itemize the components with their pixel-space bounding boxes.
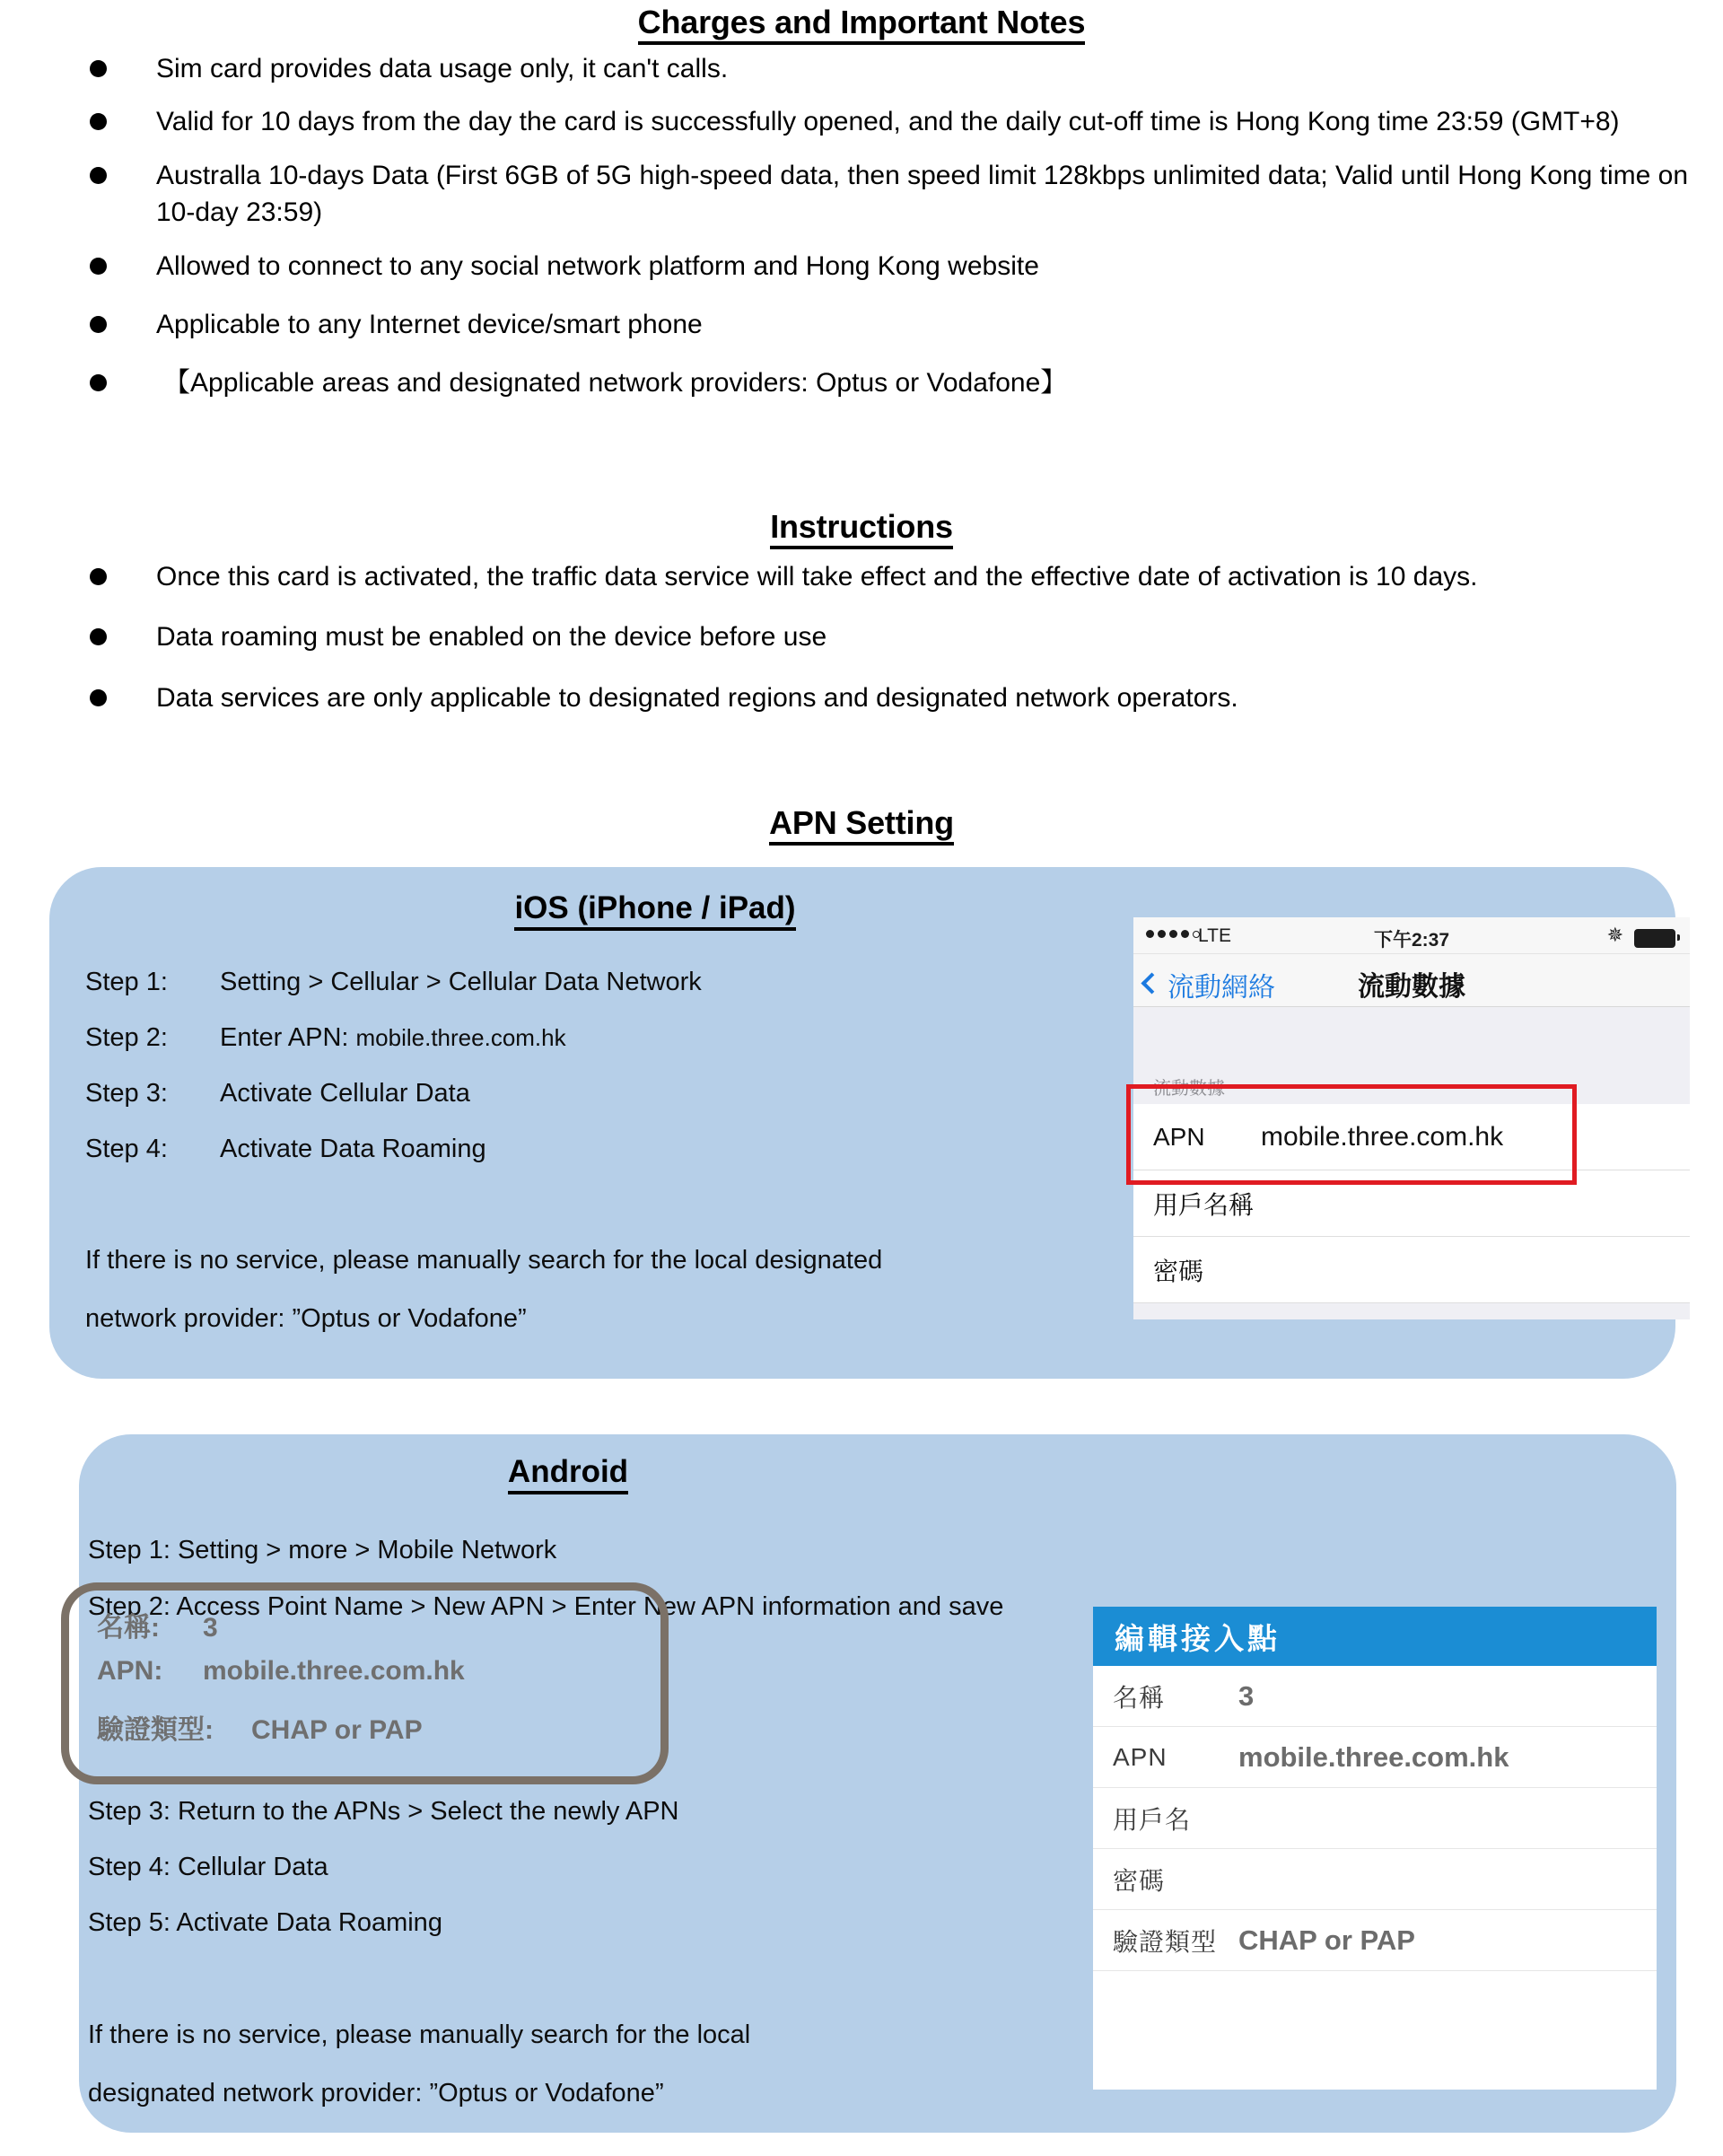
instructions-bullet-list	[0, 558, 1723, 716]
ios-step-4-label: Step 4:	[85, 1135, 168, 1163]
bullet-icon	[90, 103, 109, 130]
android-callout-apn-key: APN:	[97, 1656, 163, 1686]
list-item	[0, 558, 1723, 595]
instructions-bullet-1: Once this card is activated, the traffic data service will take effect and the effective date of activation is 10 days.	[156, 562, 1478, 592]
android-callout-name-key: 名稱:	[97, 1613, 160, 1643]
bullet-icon	[90, 679, 109, 706]
android-apn-value: mobile.three.com.hk	[1238, 1740, 1509, 1773]
android-callout-row-authtype	[97, 1707, 423, 1747]
ios-step-4-text: Activate Data Roaming	[220, 1135, 486, 1163]
bullet-icon	[90, 157, 109, 184]
ios-username-row[interactable]	[1133, 1170, 1690, 1237]
battery-icon	[1634, 929, 1675, 948]
ios-password-key: 密碼	[1153, 1257, 1204, 1285]
bullet-icon	[90, 306, 109, 333]
ios-step-3-label: Step 3:	[85, 1079, 168, 1108]
ios-panel-title-text: iOS (iPhone / iPad)	[514, 890, 795, 931]
android-callout-authtype-value: CHAP or PAP	[251, 1715, 423, 1745]
instructions-title-text: Instructions	[770, 510, 953, 549]
ios-step-2-text: Enter APN:	[220, 1023, 356, 1052]
android-panel-title-text: Android	[508, 1454, 628, 1494]
ios-apn-value: mobile.three.com.hk	[1261, 1121, 1504, 1152]
charges-bullet-4: Allowed to connect to any social network platform and Hong Kong website	[156, 250, 1039, 281]
android-step-2: Step 2: Access Point Name > New APN > Enter New APN information and save	[88, 1592, 1004, 1621]
ios-apn-row[interactable]	[1133, 1104, 1690, 1170]
bullet-icon	[90, 50, 109, 77]
ios-username-key: 用戶名稱	[1153, 1190, 1255, 1219]
android-name-row[interactable]	[1093, 1666, 1657, 1727]
android-step-3: Step 3: Return to the APNs > Select the newly APN	[88, 1797, 679, 1826]
android-callout-row-apn	[97, 1656, 465, 1687]
android-name-value: 3	[1238, 1679, 1255, 1712]
charges-bullet-list	[0, 50, 1723, 402]
instructions-bullet-3: Data services are only applicable to designated regions and designated network operators.	[156, 682, 1238, 713]
android-screenshot-header	[1093, 1607, 1657, 1666]
ios-group-spacer	[1133, 1007, 1690, 1074]
ios-note-line-1: If there is no service, please manually search for the local designated	[85, 1246, 883, 1275]
list-item	[0, 364, 1723, 401]
android-panel	[79, 1434, 1676, 2133]
instructions-bullet-2: Data roaming must be enabled on the device before use	[156, 622, 827, 653]
ios-back-label: 流動網絡	[1168, 973, 1275, 1003]
android-step-5: Step 5: Activate Data Roaming	[88, 1908, 442, 1937]
android-screenshot	[1093, 1607, 1657, 2090]
ios-carrier-label: LTE	[1198, 925, 1231, 946]
android-note-line-2: designated network provider: ”Optus or Vodafone”	[88, 2079, 664, 2108]
ios-step-2-apn-value: mobile.three.com.hk	[355, 1024, 566, 1051]
charges-bullet-6: 【Applicable areas and designated network providers: Optus or Vodafone】	[163, 368, 1068, 399]
apn-setting-title-text: APN Setting	[769, 806, 954, 846]
android-username-key: 用戶名	[1113, 1805, 1192, 1834]
ios-step-1-label: Step 1:	[85, 968, 168, 996]
charges-bullet-1: Sim card provides data usage only, it can't calls.	[156, 54, 729, 83]
android-callout-name-value: 3	[203, 1613, 218, 1643]
android-callout-apn-value: mobile.three.com.hk	[203, 1656, 465, 1686]
android-note-line-1: If there is no service, please manually search for the local	[88, 2020, 751, 2049]
instructions-section-title	[0, 508, 1723, 549]
android-screenshot-header-text: 編輯接入點	[1115, 1621, 1281, 1655]
list-item	[0, 679, 1723, 716]
apn-setting-section-title	[0, 804, 1723, 846]
android-apn-row[interactable]	[1093, 1727, 1657, 1788]
charges-title-text: Charges and Important Notes	[638, 5, 1086, 45]
list-item	[0, 103, 1723, 140]
charges-bullet-3: Australla 10-days Data (First 6GB of 5G high-speed data, then speed limit 128kbps unlimited data; Valid until Hong Kong time on 10-day 23:59)	[156, 160, 1689, 228]
ios-status-bar	[1133, 917, 1690, 954]
android-step-1: Step 1: Setting > more > Mobile Network	[88, 1536, 557, 1564]
bluetooth-icon: ✵	[1606, 924, 1623, 946]
android-authtype-value: CHAP or PAP	[1238, 1924, 1415, 1956]
ios-step-1	[85, 968, 702, 997]
list-item	[0, 157, 1723, 232]
list-item	[0, 618, 1723, 655]
bullet-icon	[90, 364, 109, 391]
android-callout-row-name	[97, 1605, 218, 1644]
charges-bullet-5: Applicable to any Internet device/smart phone	[156, 309, 703, 339]
android-name-key: 名稱	[1113, 1683, 1166, 1712]
bullet-icon	[90, 618, 109, 645]
android-panel-title	[79, 1454, 1057, 1494]
android-password-key: 密碼	[1113, 1866, 1166, 1895]
android-username-row[interactable]	[1093, 1788, 1657, 1849]
android-step-4: Step 4: Cellular Data	[88, 1853, 328, 1881]
ios-password-row[interactable]	[1133, 1237, 1690, 1303]
ios-step-2-label: Step 2:	[85, 1023, 168, 1052]
charges-bullet-2: Valid for 10 days from the day the card is successfully opened, and the daily cut-off time is Hong Kong time 23:59 (GMT+8)	[156, 107, 1620, 137]
ios-bottom-spacer	[1133, 1303, 1690, 1319]
list-item	[0, 306, 1723, 343]
list-item	[0, 248, 1723, 285]
ios-panel	[49, 867, 1675, 1379]
bullet-icon	[90, 248, 109, 275]
android-authtype-key: 驗證類型	[1113, 1927, 1218, 1956]
ios-step-4	[85, 1135, 486, 1164]
ios-apn-key: APN	[1153, 1122, 1205, 1151]
android-authtype-row[interactable]	[1093, 1910, 1657, 1971]
ios-nav-title: 流動數據	[1358, 972, 1465, 1002]
ios-screenshot	[1133, 917, 1690, 1319]
ios-step-3	[85, 1079, 470, 1109]
bullet-icon	[90, 558, 109, 585]
ios-group-header: 流動數據	[1133, 1074, 1690, 1104]
android-password-row[interactable]	[1093, 1849, 1657, 1910]
ios-clock: 下午2:37	[1373, 930, 1450, 951]
ios-panel-title	[49, 890, 1261, 931]
charges-section-title	[0, 4, 1723, 45]
ios-step-3-text: Activate Cellular Data	[220, 1079, 470, 1108]
ios-step-1-text: Setting > Cellular > Cellular Data Network	[220, 968, 702, 996]
ios-nav-bar	[1133, 954, 1690, 1007]
android-apn-key: APN	[1113, 1742, 1168, 1771]
ios-note-line-2: network provider: ”Optus or Vodafone”	[85, 1304, 527, 1333]
ios-step-2	[85, 1023, 566, 1053]
android-callout-authtype-key: 驗證類型:	[97, 1715, 214, 1745]
list-item	[0, 50, 1723, 87]
android-bottom-spacer	[1093, 1971, 1657, 2014]
